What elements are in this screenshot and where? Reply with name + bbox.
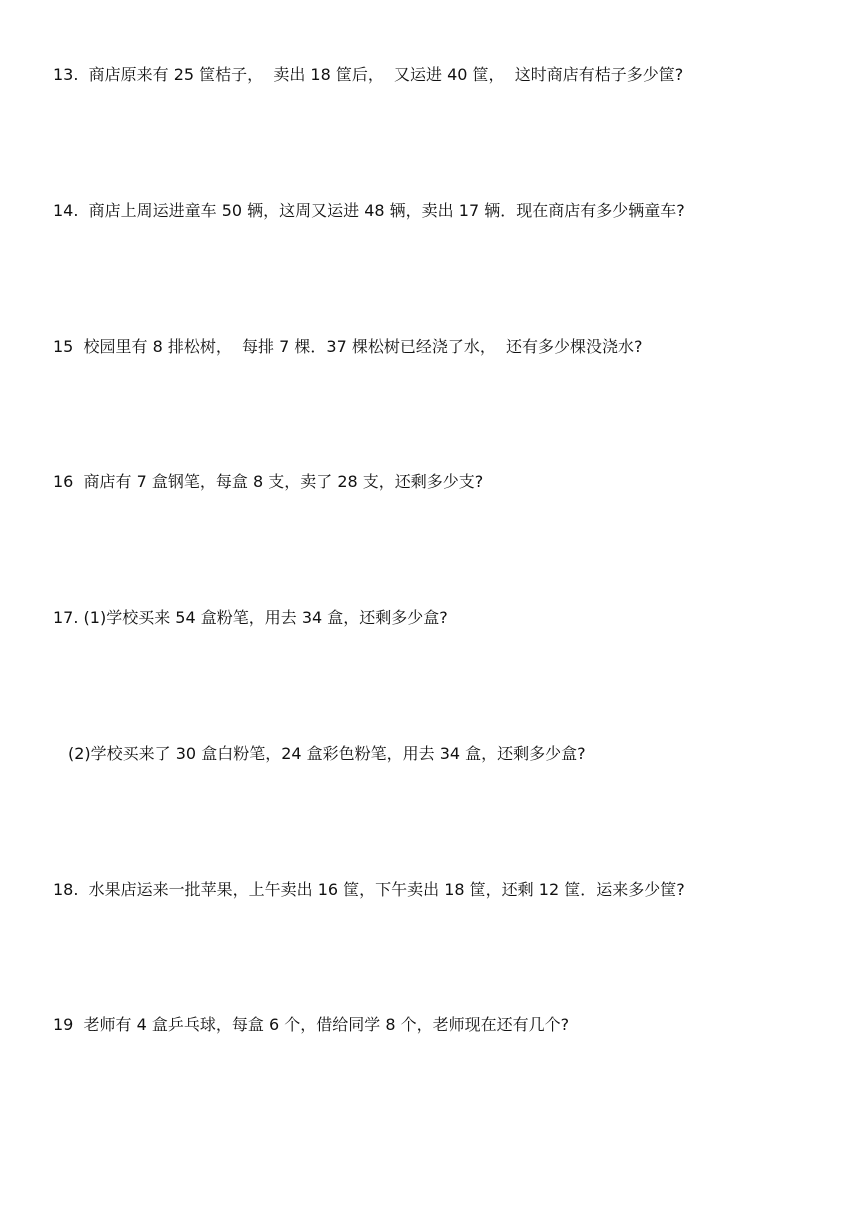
problem-19: 19 老师有 4 盒乒乓球，每盒 6 个，借给同学 8 个，老师现在还有几个?: [53, 1015, 570, 1034]
problem-16: 16 商店有 7 盒钢笔，每盒 8 支，卖了 28 支，还剩多少支?: [53, 472, 484, 491]
problem-15: 15 校园里有 8 排松树， 每排 7 棵．37 棵松树已经浇了水， 还有多少棵没浇水?: [53, 337, 643, 356]
problem-13: 13. 商店原来有 25 筐桔子， 卖出 18 筐后， 又运进 40 筐， 这时商店有桔子多少筐?: [53, 65, 684, 84]
problem-17-part-2: (2)学校买来了 30 盒白粉笔，24 盒彩色粉笔，用去 34 盒，还剩多少盒?: [68, 744, 586, 763]
problem-14: 14. 商店上周运进童车 50 辆，这周又运进 48 辆，卖出 17 辆．现在商店有多少辆童车?: [53, 201, 685, 220]
problem-18: 18. 水果店运来一批苹果，上午卖出 16 筐，下午卖出 18 筐，还剩 12 筐．运来多少筐?: [53, 880, 685, 899]
problem-17-part-1: 17. (1)学校买来 54 盒粉笔，用去 34 盒，还剩多少盒?: [53, 608, 448, 627]
